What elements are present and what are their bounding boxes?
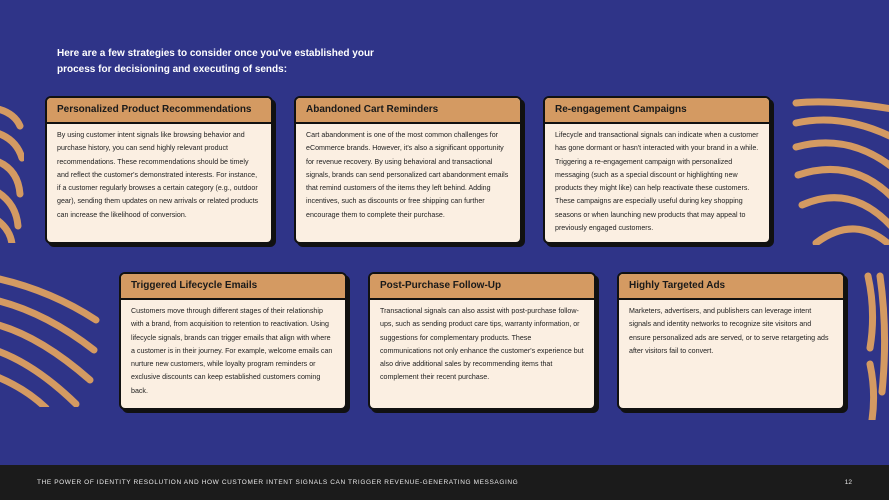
card-body: Transactional signals can also assist with post-purchase follow-ups, such as sending product care tips, warranty information, or suggestions for complementary products. These communications not only enhance the customer's experience but also drive additional sales by recommending items that complement their recent purchase.: [380, 307, 584, 382]
card-title: Highly Targeted Ads: [619, 274, 843, 300]
decorative-stripes-left-top: [0, 98, 24, 243]
decorative-stripes-right-bottom: [862, 272, 889, 420]
card-triggered-lifecycle-emails: [119, 272, 347, 410]
card-body: Customers move through different stages of their relationship with a brand, from acquisition to retention to reactivation. Using lifecycle signals, brands can trigger emails that align with where a customer is in their journey. For example, welcome emails can nurture new customers, while loyalty program reminders or exclusive discounts can keep established customers coming back.: [131, 307, 333, 395]
card-title: Triggered Lifecycle Emails: [121, 274, 345, 300]
card-body: By using customer intent signals like browsing behavior and purchase history, you can send highly relevant product recommendations. These recommendations should be timely and reflect the customer's demonstrated interests. For instance, if a customer regularly browses a certain category (e.g., outdoor gear), sending them updates on new arrivals or related products can increase the likelihood of conversion.: [57, 131, 259, 219]
card-title: Abandoned Cart Reminders: [296, 98, 520, 124]
card-re-engagement-campaigns: [543, 96, 771, 244]
footer-bar: [0, 465, 889, 500]
card-title: Personalized Product Recommendations: [47, 98, 271, 124]
intro-text: Here are a few strategies to consider once you've established your process for decisioning and executing of sends:: [57, 48, 374, 75]
decorative-stripes-left-bottom: [0, 272, 100, 407]
footer-title: THE POWER OF IDENTITY RESOLUTION AND HOW CUSTOMER INTENT SIGNALS CAN TRIGGER REVENUE-GENERATING MESSAGING: [37, 479, 519, 486]
card-body: Lifecycle and transactional signals can indicate when a customer has gone dormant or hasn't interacted with your brand in a while. Triggering a re-engagement campaign with personalized messaging (such as a special discount or highlighting new products they might like) can help reactivate these customers. These campaigns are especially useful during key shopping seasons or when launching new products that may appeal to previously engaged customers.: [555, 131, 759, 233]
card-body: Cart abandonment is one of the most common challenges for eCommerce brands. However, it's also a significant opportunity for revenue recovery. By using behavioral and transactional signals, brands can send personalized cart abandonment emails that remind customers of the items they left behind. Adding incentives, such as discounts or free shipping can further encourage them to complete their purchase.: [306, 131, 509, 219]
decorative-stripes-right-top: [792, 97, 889, 245]
card-abandoned-cart-reminders: [294, 96, 522, 244]
page-number: 12: [844, 479, 852, 486]
card-body: Marketers, advertisers, and publishers can leverage intent signals and identity networks to recognize site visitors and ensure personalized ads are served, or to serve retargeting ads after visitors fail to convert.: [629, 307, 829, 355]
card-personalized-product-recommendations: [45, 96, 273, 244]
card-post-purchase-follow-up: [368, 272, 596, 410]
card-title: Re-engagement Campaigns: [545, 98, 769, 124]
card-title: Post-Purchase Follow-Up: [370, 274, 594, 300]
card-highly-targeted-ads: [617, 272, 845, 410]
